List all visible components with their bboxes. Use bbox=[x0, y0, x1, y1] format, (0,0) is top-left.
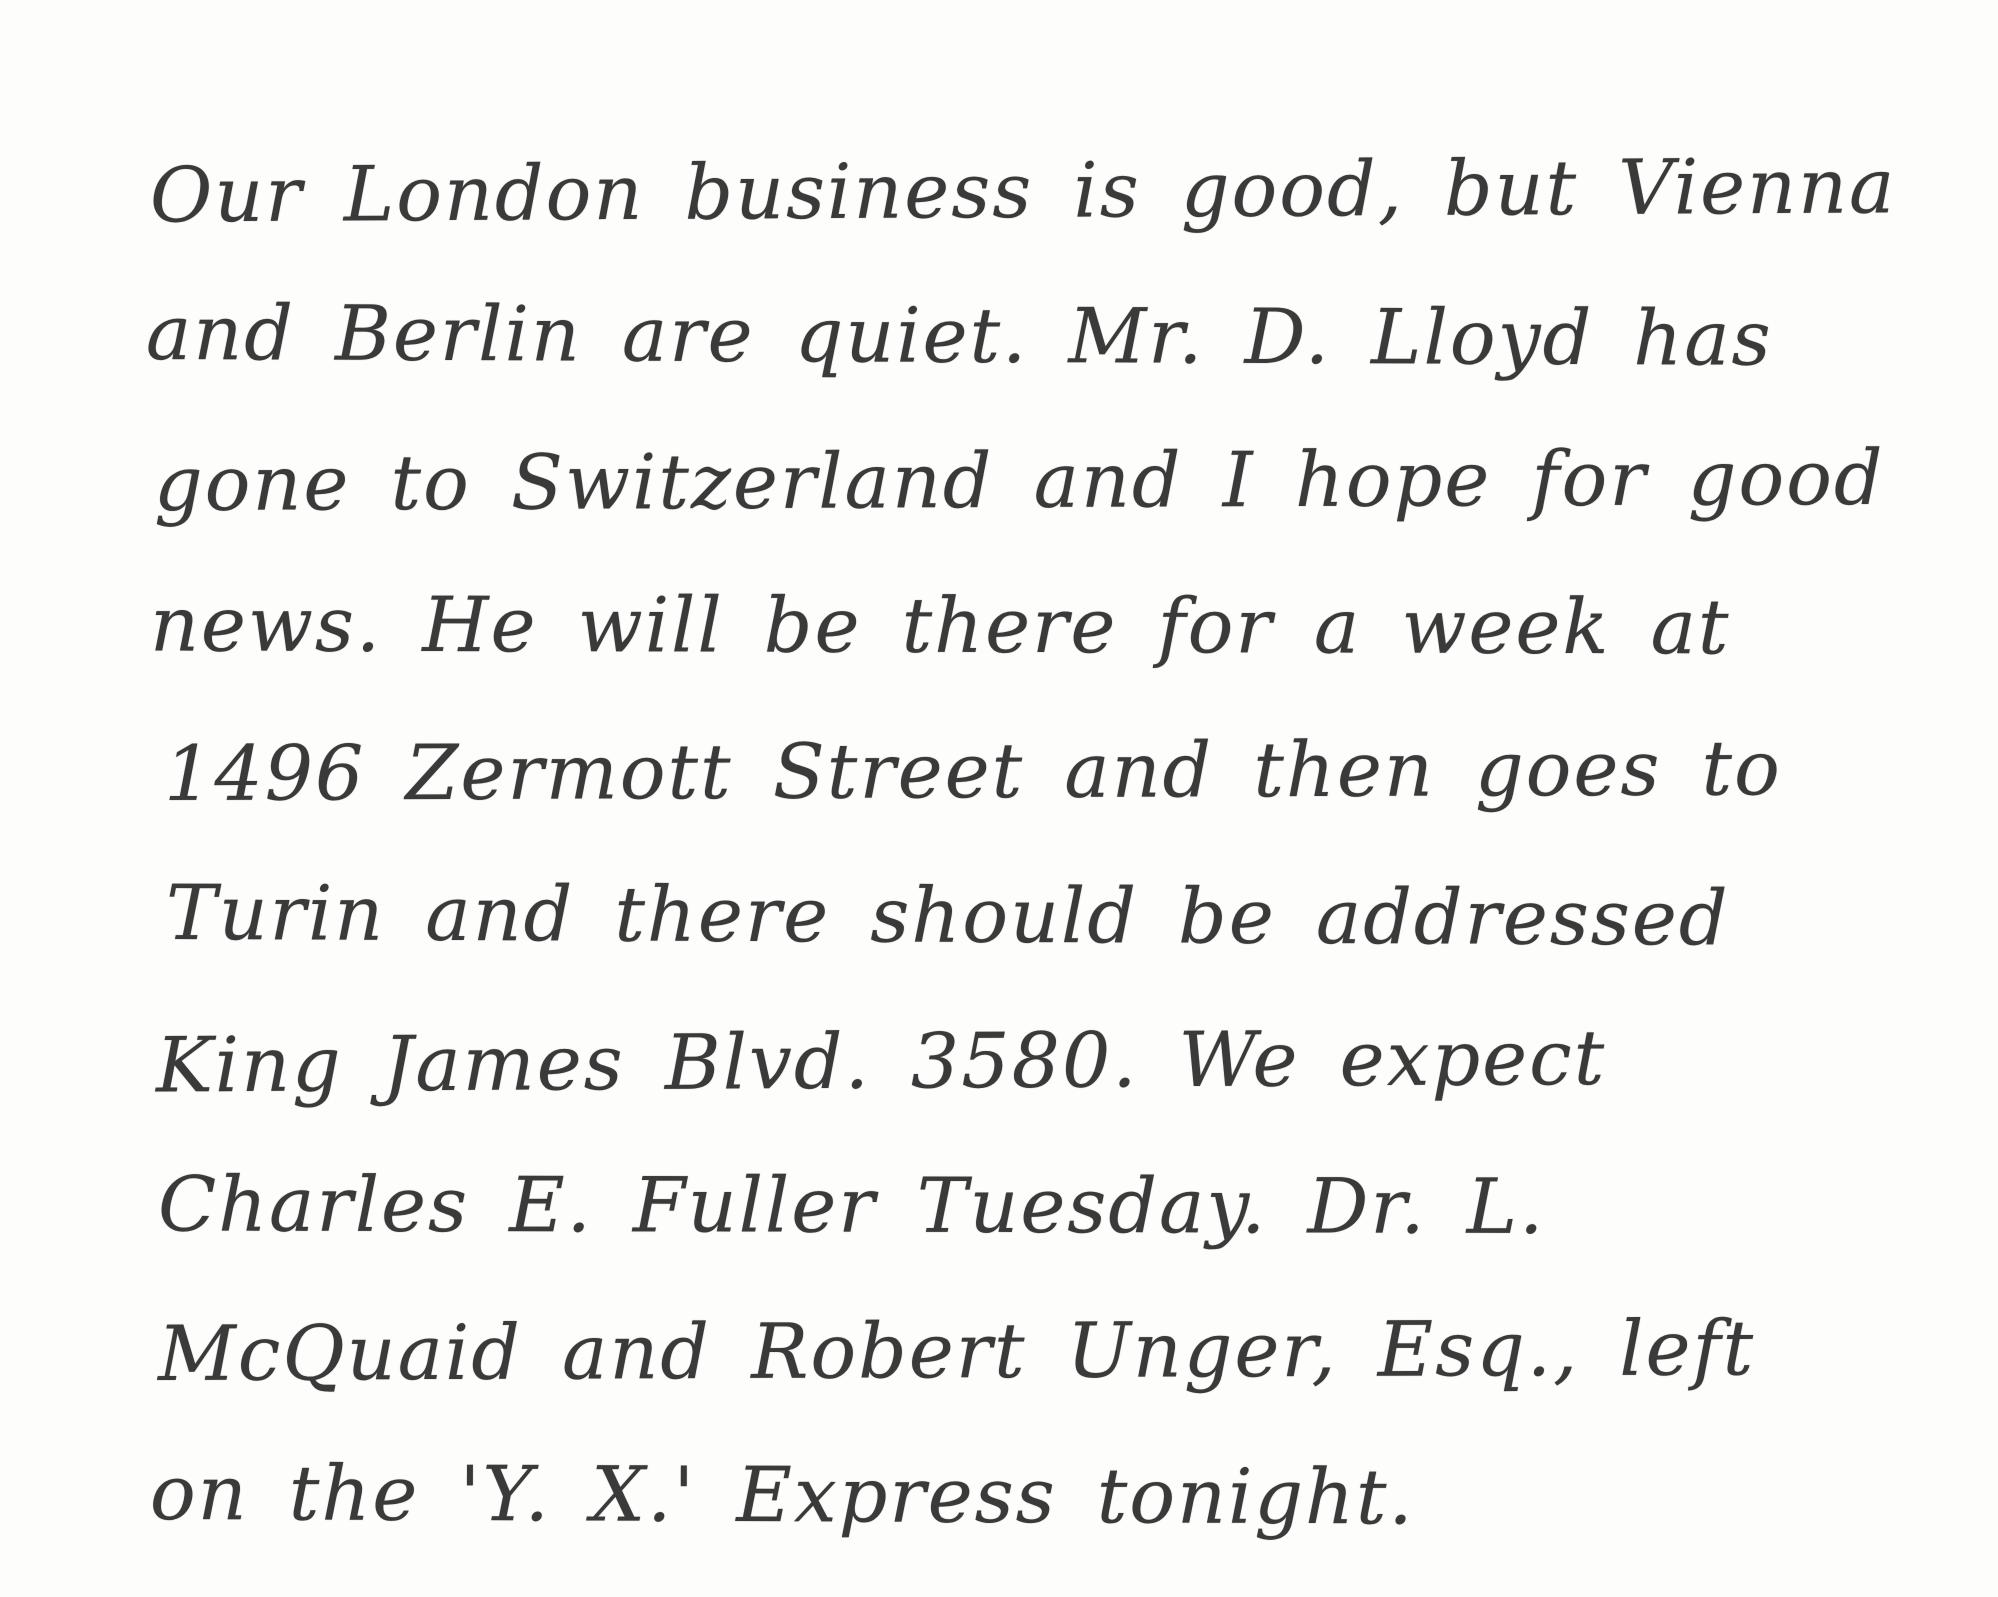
text-line: Charles E. Fuller Tuesday. Dr. L. bbox=[157, 1159, 1546, 1251]
text-line: McQuaid and Robert Unger, Esq., left bbox=[157, 1303, 1756, 1399]
text-line: and Berlin are quiet. Mr. D. Lloyd has bbox=[145, 287, 1773, 383]
text-line: Our London business is good, but Vienna bbox=[149, 141, 1897, 240]
handwritten-text bbox=[145, 118, 1897, 1568]
text-line: 1496 Zermott Street and then goes to bbox=[163, 723, 1782, 819]
text-line: Turin and there should be addressed bbox=[165, 867, 1730, 963]
text-line: on the 'Y. X.' Express tonight. bbox=[149, 1447, 1415, 1542]
text-line: King James Blvd. 3580. We expect bbox=[155, 1012, 1607, 1110]
text-line: gone to Switzerland and I hope for good bbox=[153, 432, 1885, 529]
text-line: news. He will be there for a week at bbox=[149, 579, 1731, 672]
